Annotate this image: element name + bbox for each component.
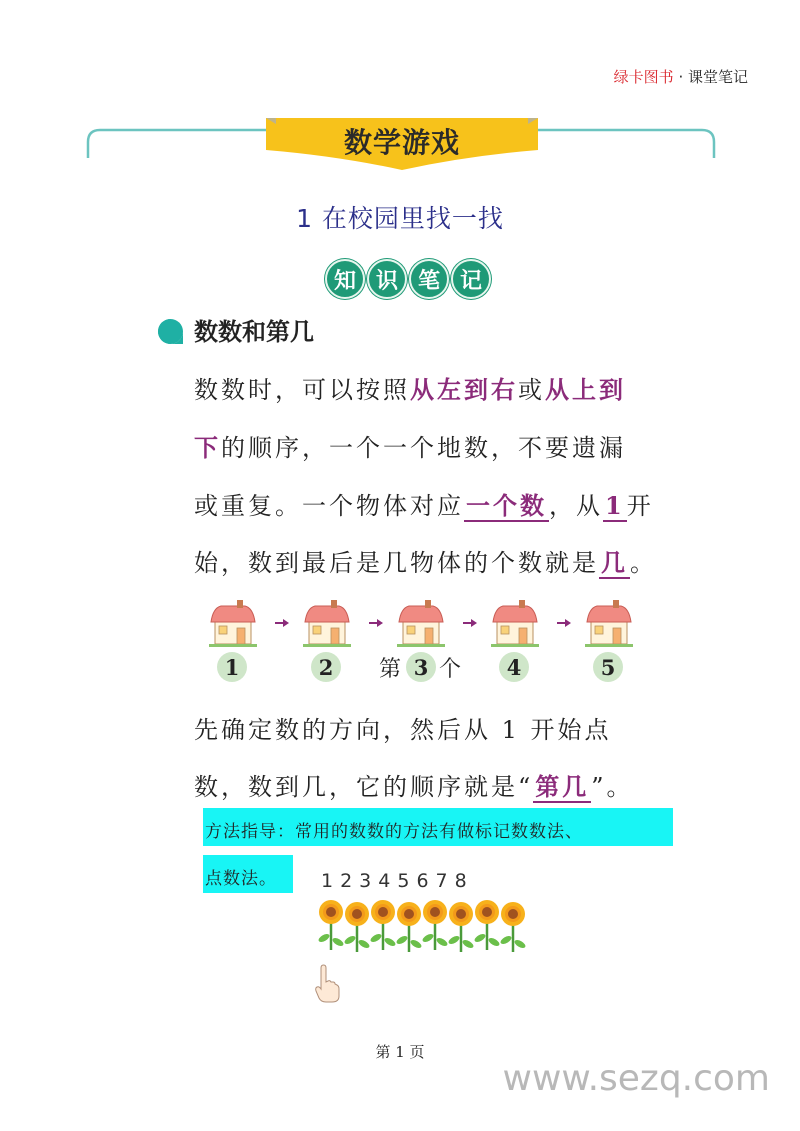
sunflower-icon <box>343 902 370 952</box>
ordinal-prefix: 第 <box>379 657 402 682</box>
houses-illustration <box>205 600 645 690</box>
sunflowers-illustration <box>316 898 532 952</box>
keyword: 从左到右 <box>410 375 518 404</box>
badge-char: 笔 <box>409 259 449 299</box>
sunflower-icon <box>421 900 448 950</box>
sunflower-icon <box>317 900 344 950</box>
fill-blank-answer: 一个数 <box>466 491 547 520</box>
text-span: ”。 <box>591 773 634 801</box>
house-row <box>205 600 645 648</box>
house-number: 5 <box>593 652 623 682</box>
paragraph-line <box>194 428 626 463</box>
text-span: 数，数到几，它的顺序就是“ <box>194 773 534 801</box>
lesson-title: 1 在校园里找一找 <box>296 204 504 233</box>
fill-blank-answer: 几 <box>601 548 628 577</box>
badge-char: 记 <box>451 259 491 299</box>
brand-name: 绿卡图书 <box>613 68 674 86</box>
house-icon <box>491 600 539 647</box>
section-title: 数数和第几 <box>194 318 314 346</box>
brand-header <box>614 66 748 87</box>
fill-blank-answer: 第几 <box>535 772 590 801</box>
house-icon <box>209 600 257 647</box>
fill-blank-answer: 1 <box>605 491 625 520</box>
house-icon <box>303 600 351 647</box>
text-span: 或重复。一个物体对应 <box>194 492 464 520</box>
text-span: 的顺序，一个一个地数，不要遗漏 <box>221 434 626 462</box>
paragraph-line: 先确定数的方向，然后从 1 开始点 <box>194 716 612 744</box>
keyword: 下 <box>194 433 221 462</box>
knowledge-notes-badges <box>325 259 491 299</box>
text-span: 开 <box>626 492 654 520</box>
house-number: 2 <box>311 652 341 682</box>
house-icon <box>397 600 445 647</box>
watermark: www.sezq.com <box>502 1058 770 1099</box>
section-bullet-icon <box>157 318 184 345</box>
sunflower-icon <box>447 902 474 952</box>
text-span: 。 <box>630 549 657 577</box>
tip-line: 方法指导：常用的数数的方法有做标记数数法、 <box>205 822 583 842</box>
brand-subtitle: · 课堂笔记 <box>678 68 748 86</box>
text-span: 始，数到最后是几物体的个数就是 <box>194 549 599 577</box>
page-number: 第 1 页 <box>375 1043 425 1061</box>
sunflower-icon <box>499 902 526 952</box>
text-span: ，从 <box>549 492 603 520</box>
text-span: 数数时，可以按照 <box>194 376 410 404</box>
paragraph-line <box>194 486 654 521</box>
pointing-hand-icon <box>314 964 340 1004</box>
number-sequence: 12345678 <box>321 870 474 892</box>
badge-char: 知 <box>325 259 365 299</box>
badge-char: 识 <box>367 259 407 299</box>
sunflower-icon <box>369 900 396 950</box>
house-number: 1 <box>217 652 247 682</box>
house-icon <box>585 600 633 647</box>
sunflower-icon <box>395 902 422 952</box>
paragraph-line <box>194 767 634 802</box>
sunflower-icon <box>473 900 500 950</box>
paragraph-line <box>194 543 657 578</box>
house-number: 4 <box>499 652 529 682</box>
tip-line: 点数法。 <box>205 869 277 889</box>
house-number: 3 <box>406 652 436 682</box>
text-span: 或 <box>518 376 545 404</box>
paragraph-line <box>194 370 626 405</box>
ordinal-suffix: 个 <box>439 657 462 682</box>
keyword: 从上到 <box>545 375 626 404</box>
banner-title: 数学游戏 <box>343 126 460 159</box>
